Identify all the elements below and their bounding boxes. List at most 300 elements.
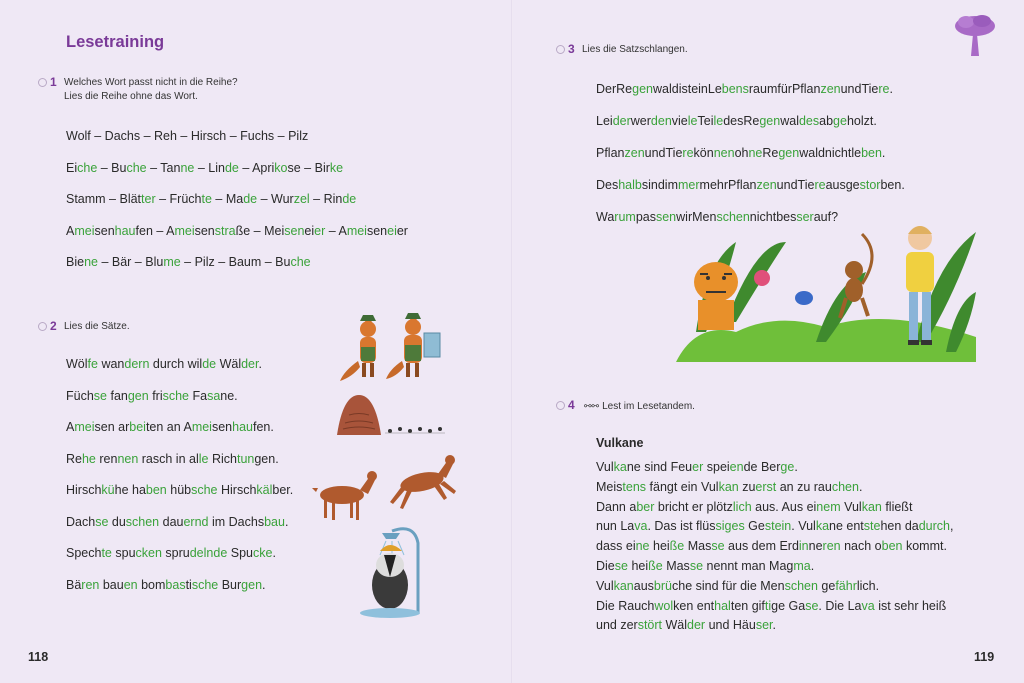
syllable-highlight: nen	[713, 146, 735, 160]
syllable-text: Vul	[596, 460, 614, 474]
syllable-text: und zer	[596, 618, 638, 633]
syllable-text: he ha	[114, 483, 146, 497]
syllable-text: .	[810, 559, 815, 573]
syllable-text: er	[396, 223, 408, 238]
syllable-text: .	[284, 514, 289, 529]
syllable-text: Ge	[744, 519, 765, 534]
syllable-text: ken ent	[673, 598, 715, 613]
syllable-highlight: re	[682, 146, 694, 160]
syllable-text: . Die La	[818, 598, 862, 613]
syllable-highlight: zen	[756, 178, 777, 192]
syllable-highlight: che	[290, 255, 311, 269]
syllable-text: – Wur	[257, 192, 294, 206]
syllable-highlight: sen	[284, 223, 305, 238]
syllable-highlight: nem	[816, 499, 841, 514]
syllable-highlight: er	[692, 460, 704, 474]
syllable-text: Spu	[227, 546, 253, 560]
syllable-text: Dann a	[596, 499, 637, 514]
reading-tandem-icon: ⚯⚯	[584, 401, 600, 411]
task-1-instruction	[50, 75, 238, 104]
syllable-highlight: stein	[764, 519, 792, 534]
syllable-highlight: de	[243, 192, 258, 206]
syllable-text: sen	[194, 223, 215, 238]
syllable-text: kön	[693, 146, 714, 160]
syllable-highlight: le	[198, 451, 209, 466]
syllable-text: auf?	[813, 210, 839, 224]
syllable-highlight: gen	[241, 577, 263, 592]
sentence-row-7	[66, 546, 276, 560]
syllable-text: ber.	[272, 483, 294, 497]
syllable-text: fri	[148, 388, 163, 403]
syllable-highlight: ber	[636, 499, 655, 514]
tree-logo-icon	[952, 12, 998, 58]
syllable-highlight: de	[224, 160, 239, 175]
syllable-text: fen.	[252, 420, 274, 434]
syllable-text: .	[258, 357, 262, 371]
syllable-text: Vul	[840, 499, 862, 514]
syllable-highlight: gen	[778, 146, 800, 160]
syllable-highlight: in	[798, 539, 809, 554]
syllable-highlight: schen	[716, 210, 750, 224]
syllable-highlight: hal	[714, 598, 731, 613]
syllable-text: hei	[649, 539, 670, 554]
syllable-highlight: tun	[236, 451, 255, 466]
syllable-highlight: ne	[180, 160, 195, 175]
syllable-highlight: kü	[101, 483, 115, 497]
syllable-text: Die Rauch	[596, 598, 655, 613]
syllable-text: hei	[627, 559, 649, 573]
text-line-6	[596, 559, 814, 573]
syllable-text: sindim	[641, 178, 678, 192]
text-line-3	[596, 500, 912, 514]
syllable-text: Hirsch	[217, 483, 257, 497]
syllable-highlight: sche	[162, 388, 190, 403]
syllable-highlight: brü	[653, 578, 672, 593]
syllable-text: ti	[185, 577, 192, 592]
syllable-text: Ei	[66, 160, 78, 175]
syllable-text: ne sind Feu	[626, 460, 693, 474]
syllable-highlight: stor	[859, 178, 881, 192]
syllable-text: ge Ga	[771, 598, 806, 613]
syllable-highlight: ren	[81, 577, 100, 592]
task-4-text-wrapper	[574, 399, 695, 414]
syllable-highlight: ti	[764, 598, 772, 613]
text-line-7	[596, 579, 879, 593]
syllable-text: du	[108, 514, 126, 529]
syllable-highlight: de	[342, 192, 357, 206]
syllable-highlight: fähr	[835, 578, 857, 593]
monkey-icon	[840, 234, 872, 318]
syllable-text: hüb	[166, 483, 192, 497]
syllable-text: spei	[703, 460, 730, 474]
syllable-highlight: er	[314, 223, 326, 238]
syllable-highlight: mei	[191, 420, 212, 434]
syllable-text: aus	[633, 578, 654, 593]
syllable-text: – Tan	[146, 160, 181, 175]
syllable-highlight: se	[95, 514, 109, 529]
syllable-text: an zu rau	[776, 479, 832, 494]
task-3-text: Lies die Satzschlangen.	[582, 44, 688, 55]
syllable-text: .	[881, 146, 886, 160]
checkbox-circle-icon[interactable]	[556, 45, 565, 54]
syllable-text: undTie	[644, 146, 683, 160]
word-row-4	[66, 224, 408, 238]
syllable-highlight: te	[201, 192, 212, 206]
syllable-text: ge	[817, 578, 836, 593]
syllable-highlight: sen	[655, 210, 677, 224]
syllable-text: desRe	[723, 114, 760, 128]
page-title: Lesetraining	[66, 33, 165, 51]
snake-row-3	[596, 146, 885, 160]
syllable-highlight: gen	[127, 388, 149, 403]
syllable-highlight: ter	[141, 192, 156, 206]
syllable-text: Wäl	[216, 357, 242, 371]
syllable-highlight: va	[861, 598, 875, 613]
syllable-highlight: se	[805, 598, 819, 613]
syllable-highlight: mei	[74, 223, 95, 238]
syllable-text: Bur	[218, 577, 242, 592]
syllable-text: ei	[304, 223, 315, 238]
text-title: Vulkane	[596, 436, 644, 450]
syllable-highlight: che	[126, 160, 147, 175]
syllable-text: ,	[950, 519, 954, 534]
syllable-highlight: che	[77, 160, 98, 175]
syllable-highlight: re	[878, 82, 890, 96]
text-line-5	[596, 539, 947, 553]
book-spine	[511, 0, 513, 683]
syllable-text: .	[262, 577, 266, 592]
syllable-highlight: der	[612, 114, 631, 128]
syllable-text: Meis	[596, 479, 623, 494]
ants-icon	[388, 427, 442, 433]
syllable-text: – Bär – Blu	[97, 255, 164, 269]
syllable-highlight: mei	[346, 223, 367, 238]
syllable-text: ne ent	[829, 519, 864, 534]
syllable-highlight: de	[202, 357, 217, 371]
syllable-text: – Bir	[300, 160, 330, 175]
syllable-text: Vul	[596, 578, 614, 593]
syllable-text: durch wil	[149, 357, 203, 371]
syllable-highlight: sche	[191, 483, 218, 497]
syllable-text: Wa	[596, 210, 615, 224]
syllable-highlight: bas	[165, 577, 186, 592]
syllable-text: bom	[137, 577, 166, 592]
syllable-text: spu	[111, 546, 136, 560]
syllable-highlight: mei	[74, 420, 95, 434]
syllable-highlight: den	[650, 114, 672, 128]
syllable-highlight: le	[687, 114, 698, 128]
syllable-text: kommt.	[902, 539, 947, 554]
sentence-row-4	[66, 452, 279, 466]
syllable-highlight: ernd	[183, 514, 209, 529]
syllable-text: gen.	[254, 451, 279, 466]
syllable-highlight: ko	[274, 160, 288, 175]
syllable-highlight: ße	[648, 559, 663, 573]
syllable-highlight: gen	[632, 82, 653, 96]
syllable-text: Die	[596, 559, 615, 573]
syllable-highlight: ne	[748, 146, 763, 160]
sentence-row-6	[66, 515, 288, 529]
task-2-text: Lies die Sätze.	[64, 321, 130, 332]
syllable-highlight: rum	[614, 210, 636, 224]
syllable-highlight: ei	[387, 223, 397, 238]
syllable-text: waldisteinLe	[652, 82, 722, 96]
checkbox-circle-icon[interactable]	[38, 78, 47, 87]
syllable-highlight: bau	[264, 514, 285, 529]
syllable-highlight: cke	[253, 546, 273, 560]
syllable-highlight: tens	[622, 479, 647, 494]
snake-row-1	[596, 82, 893, 96]
word-row-3	[66, 192, 356, 206]
syllable-highlight: ka	[613, 460, 627, 474]
text-line-9	[596, 618, 776, 632]
task-number: 1	[50, 75, 57, 89]
badger-shower-illustration	[352, 525, 427, 620]
syllable-highlight: ße	[669, 539, 685, 554]
syllable-text: dass ei	[596, 539, 636, 554]
syllable-text: wal	[780, 114, 799, 128]
syllable-highlight: sa	[207, 388, 221, 403]
syllable-highlight: erst	[755, 479, 777, 494]
syllable-text: ren	[95, 451, 118, 466]
syllable-highlight: ser	[755, 618, 773, 633]
syllable-highlight: schen	[784, 578, 818, 593]
syllable-text: im Dachs	[208, 514, 265, 529]
syllable-highlight: se	[614, 559, 628, 573]
syllable-text: Wäl	[662, 618, 688, 633]
syllable-text: – A	[325, 223, 347, 238]
syllable-text: Dach	[66, 514, 96, 529]
syllable-highlight: cken	[135, 546, 162, 560]
syllable-highlight: mer	[678, 178, 700, 192]
syllable-text: nach o	[840, 539, 882, 554]
word-row-5	[66, 255, 311, 269]
deer-illustration	[312, 450, 467, 525]
syllable-highlight: ben	[881, 539, 903, 554]
syllable-text: Stamm – Blät	[66, 192, 142, 206]
syllable-highlight: ne	[635, 539, 650, 554]
syllable-highlight: me	[163, 255, 181, 269]
syllable-text: .	[889, 82, 893, 96]
word-row-2	[66, 161, 343, 175]
anthill-illustration	[335, 393, 450, 438]
rainforest-illustration	[676, 222, 976, 362]
syllable-highlight: wol	[654, 598, 674, 613]
task-3-instruction	[568, 42, 688, 57]
syllable-text: Re	[66, 451, 82, 466]
syllable-text: – Rin	[309, 192, 343, 206]
syllable-highlight: lich	[732, 499, 752, 514]
syllable-text: Des	[596, 178, 619, 192]
syllable-text: Fa	[189, 388, 208, 403]
syllable-text: wan	[97, 357, 125, 371]
syllable-text: DerRe	[596, 82, 633, 96]
deer-icon	[312, 471, 377, 520]
syllable-highlight: kan	[613, 578, 634, 593]
syllable-text: aus. Aus ei	[751, 499, 817, 514]
syllable-text: dau	[159, 514, 184, 529]
syllable-text: ne	[808, 539, 823, 554]
syllable-highlight: zen	[624, 146, 645, 160]
syllable-highlight: en	[123, 577, 138, 592]
syllable-text: ben	[880, 178, 902, 192]
syllable-highlight: ser	[796, 210, 814, 224]
syllable-highlight: der	[241, 357, 259, 371]
syllable-text: Tei	[697, 114, 714, 128]
syllable-text: Rich	[208, 451, 237, 466]
syllable-text: – Bu	[97, 160, 127, 175]
syllable-text: A	[66, 223, 75, 238]
syllable-highlight: he	[81, 451, 96, 466]
syllable-highlight: le	[713, 114, 724, 128]
word-row-1	[66, 129, 308, 143]
syllable-text: .	[858, 479, 863, 494]
syllable-highlight: te	[101, 546, 112, 560]
sentence-row-8	[66, 578, 266, 592]
syllable-text: Bie	[66, 255, 85, 269]
syllable-highlight: ma	[793, 559, 811, 573]
syllable-text: nun La	[596, 519, 635, 534]
syllable-text: se	[287, 160, 301, 175]
task-number: 4	[568, 398, 575, 412]
syllable-highlight: zen	[820, 82, 841, 96]
syllable-highlight: se	[689, 559, 704, 573]
syllable-highlight: ge	[780, 460, 795, 474]
frog-icon	[795, 291, 813, 305]
sentence-row-5	[66, 483, 293, 497]
syllable-highlight: mei	[174, 223, 195, 238]
syllable-text: – Lin	[194, 160, 225, 175]
syllable-text: – Ma	[211, 192, 244, 206]
task-number: 3	[568, 42, 575, 56]
syllable-highlight: nen	[117, 451, 139, 466]
page-number-right: 119	[974, 650, 995, 664]
syllable-text: Mas	[662, 559, 690, 573]
syllable-highlight: ren	[822, 539, 841, 554]
syllable-highlight: hau	[232, 420, 253, 434]
syllable-text: wer	[630, 114, 651, 128]
syllable-text: waldnichtle	[799, 146, 862, 160]
syllable-text: . Das ist flüs	[647, 519, 716, 534]
syllable-highlight: hau	[114, 223, 136, 238]
syllable-text: wirMen	[676, 210, 717, 224]
text-line-1	[596, 460, 798, 474]
syllable-text: mehrPflan	[699, 178, 757, 192]
syllable-text: hen da	[880, 519, 919, 534]
syllable-text: .	[901, 178, 905, 192]
syllable-text: Wolf – Dachs – Reh – Hirsch – Fuchs – Pilz	[66, 129, 309, 143]
syllable-text: Hirsch	[66, 483, 102, 497]
syllable-text: oh	[734, 146, 749, 160]
syllable-text: che sind für die Men	[672, 578, 785, 593]
syllable-text: – Pilz – Baum – Bu	[180, 255, 291, 269]
syllable-highlight: chen	[831, 479, 859, 494]
text-line-8	[596, 599, 946, 613]
syllable-text: lich.	[856, 578, 880, 593]
sentence-row-1	[66, 357, 262, 371]
syllable-text: vie	[671, 114, 688, 128]
task-4-text: Lest im Lesetandem.	[602, 401, 695, 412]
fox-icon	[340, 315, 376, 381]
syllable-text: Wöl	[66, 357, 88, 371]
fox-icon	[386, 313, 440, 379]
syllable-text: nennt man Mag	[703, 559, 794, 573]
syllable-text: und Häu	[705, 618, 756, 633]
syllable-highlight: fe	[87, 357, 98, 371]
text-line-4	[596, 519, 953, 533]
syllable-text: sen ar	[94, 420, 130, 434]
checkbox-circle-icon[interactable]	[556, 401, 565, 410]
syllable-text: Füch	[66, 388, 94, 403]
syllable-text: Pflan	[596, 146, 625, 160]
syllable-text: Mas	[684, 539, 712, 554]
syllable-text: Lei	[596, 114, 613, 128]
syllable-text: ten gif	[730, 598, 765, 613]
syllable-text: – Apri	[238, 160, 275, 175]
syllable-text: raumfürPflan	[748, 82, 821, 96]
syllable-highlight: durch	[918, 519, 950, 534]
syllable-highlight: kan	[861, 499, 882, 514]
syllable-highlight: stört	[637, 618, 663, 633]
syllable-text: Re	[762, 146, 779, 160]
syllable-text: rasch in al	[138, 451, 199, 466]
syllable-highlight: kan	[718, 479, 739, 494]
syllable-text: pas	[635, 210, 656, 224]
syllable-text: spru	[161, 546, 190, 560]
task-4-instruction	[568, 398, 695, 414]
syllable-text: ist sehr heiß	[874, 598, 947, 613]
syllable-text: zu	[738, 479, 756, 494]
syllable-text: sen	[366, 223, 388, 238]
syllable-highlight: ka	[815, 519, 830, 534]
syllable-highlight: bens	[721, 82, 749, 96]
syllable-text: aus dem Erd	[724, 539, 799, 554]
syllable-text: . Vul	[791, 519, 816, 534]
syllable-text: undTie	[840, 82, 879, 96]
page-number-left: 118	[28, 650, 49, 664]
syllable-text: A	[66, 420, 75, 434]
syllable-highlight: va	[634, 519, 648, 534]
syllable-highlight: ke	[329, 160, 344, 175]
syllable-highlight: delnde	[189, 546, 228, 560]
deer-icon	[390, 455, 456, 509]
syllable-text: ausge	[825, 178, 860, 192]
syllable-highlight: ne	[84, 255, 98, 269]
syllable-highlight: ben	[861, 146, 882, 160]
syllable-highlight: en	[729, 460, 744, 474]
task-number: 2	[50, 319, 57, 333]
syllable-highlight: siges	[715, 519, 745, 534]
syllable-highlight: se	[93, 388, 107, 403]
syllable-text: de Ber	[743, 460, 781, 474]
syllable-text: .	[772, 618, 776, 633]
syllable-text: fängt ein Vul	[646, 479, 719, 494]
task-1-text-line-2: Lies die Reihe ohne das Wort.	[64, 91, 198, 102]
syllable-highlight: des	[798, 114, 820, 128]
syllable-highlight: ge	[833, 114, 847, 128]
syllable-text: sen	[211, 420, 233, 434]
tiger-icon	[694, 262, 738, 330]
syllable-highlight: se	[711, 539, 725, 554]
syllable-highlight: der	[687, 618, 706, 633]
syllable-text: bricht er plötz	[654, 499, 733, 514]
foxes-illustration	[338, 305, 448, 385]
checkbox-circle-icon[interactable]	[38, 322, 47, 331]
syllable-text: sen	[94, 223, 115, 238]
syllable-text: bau	[99, 577, 124, 592]
syllable-highlight: ben	[145, 483, 167, 497]
snake-row-2	[596, 114, 877, 128]
